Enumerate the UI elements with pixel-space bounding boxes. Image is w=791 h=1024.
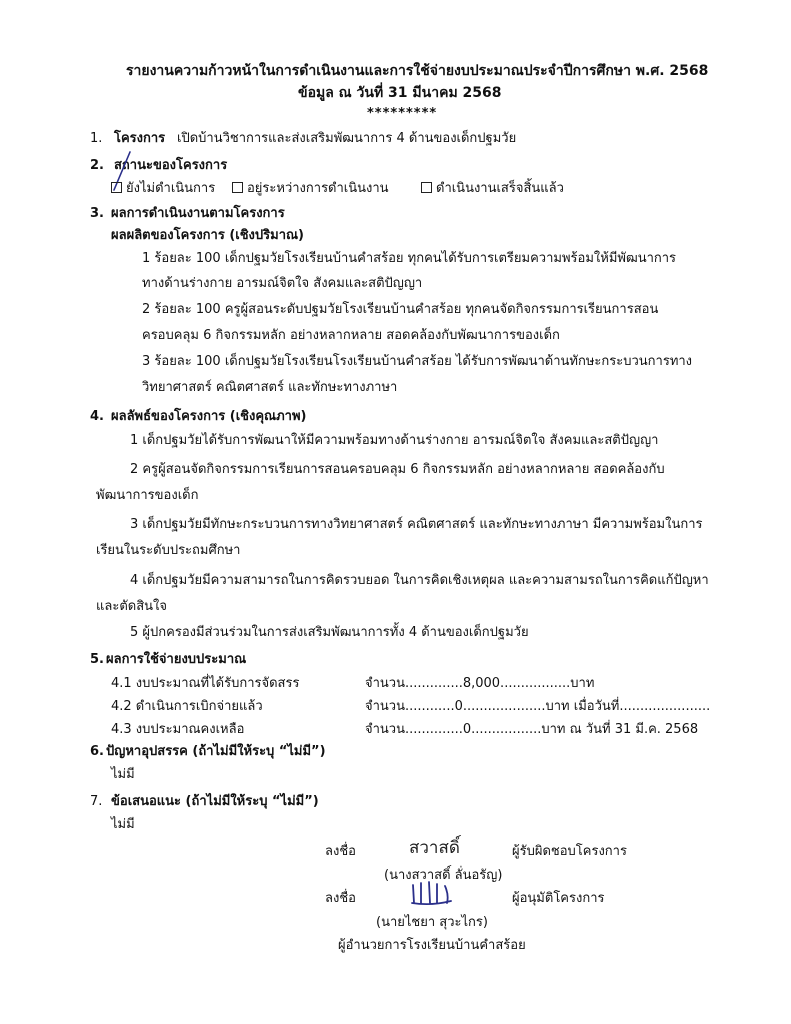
section-6-label: ปัญหาอุปสรรค (ถ้าไม่มีให้ระบุ “ไม่มี”) — [106, 744, 326, 759]
section-3-number: 3. — [90, 206, 104, 221]
outcome-item-2b: พัฒนาการของเด็ก — [96, 488, 199, 503]
signature-approver-graphic — [409, 879, 455, 909]
section-7-label: ข้อเสนอแนะ (ถ้าไม่มีให้ระบุ “ไม่มี”) — [111, 794, 319, 809]
status-option-label: ดำเนินงานเสร็จสิ้นแล้ว — [436, 181, 564, 196]
status-option-in-progress[interactable] — [232, 180, 389, 198]
outcome-item-2a: 2 ครูผู้สอนจัดกิจกรรมการเรียนการสอนครอบคลุม 6 กิจกรรมหลัก อย่างหลากหลาย สอดคล้องกับ — [130, 462, 665, 477]
status-option-label: ยังไม่ดำเนินการ — [126, 181, 216, 196]
status-option-label: อยู่ระหว่างการดำเนินงาน — [247, 181, 389, 196]
section-2-label: สถานะของโครงการ — [114, 158, 228, 173]
status-option-not-started[interactable] — [111, 180, 215, 198]
section-5-label: ผลการใช้จ่ายงบประมาณ — [106, 652, 247, 667]
checkbox-icon[interactable] — [111, 182, 122, 193]
budget-allocated-label: 4.1 งบประมาณที่ได้รับการจัดสรร — [111, 676, 300, 691]
outcome-item-1: 1 เด็กปฐมวัยได้รับการพัฒนาให้มีความพร้อมทางด้านร่างกาย อารมณ์จิตใจ สังคมและสติปัญญา — [130, 433, 659, 448]
section-3-label: ผลการดำเนินงานตามโครงการ — [111, 206, 285, 221]
checkbox-icon[interactable] — [232, 182, 243, 193]
output-item-2b: ครอบคลุม 6 กิจกรรมหลัก อย่างหลากหลาย สอดคล้องกับพัฒนาการของเด็ก — [142, 328, 560, 343]
role-approver: ผู้อนุมัติโครงการ — [512, 891, 605, 906]
output-item-2a: 2 ร้อยละ 100 ครูผู้สอนระดับปฐมวัยโรงเรียนบ้านคำสร้อย ทุกคนจัดกิจกรรมการเรียนการสอน — [142, 302, 659, 317]
section-3-subheading: ผลผลิตของโครงการ (เชิงปริมาณ) — [111, 228, 305, 243]
sign-label-1: ลงชื่อ — [325, 844, 356, 859]
position-approver: ผู้อำนวยการโรงเรียนบ้านคำสร้อย — [338, 938, 526, 953]
section-6-number: 6. — [90, 744, 104, 759]
name-approver: (นายไชยา สุวะไกร) — [376, 915, 488, 930]
output-item-1b: ทางด้านร่างกาย อารมณ์จิตใจ สังคมและสติปัญญา — [142, 276, 423, 291]
separator-stars: ********* — [367, 106, 438, 121]
report-date: ข้อมูล ณ วันที่ 31 มีนาคม 2568 — [298, 85, 502, 101]
outcome-item-3a: 3 เด็กปฐมวัยมีทักษะกระบวนการทางวิทยาศาสตร์ คณิตศาสตร์ และทักษะทางภาษา มีความพร้อมในการ — [130, 517, 703, 532]
budget-remaining-label: 4.3 งบประมาณคงเหลือ — [111, 722, 245, 737]
sign-label-2: ลงชื่อ — [325, 891, 356, 906]
output-item-1a: 1 ร้อยละ 100 เด็กปฐมวัยโรงเรียนบ้านคำสร้อย ทุกคนได้รับการเตรียมความพร้อมให้มีพัฒนาการ — [142, 251, 677, 266]
section-2-number: 2. — [90, 158, 104, 173]
outcome-item-5: 5 ผู้ปกครองมีส่วนร่วมในการส่งเสริมพัฒนาการทั้ง 4 ด้านของเด็กปฐมวัย — [130, 625, 529, 640]
section-4-number: 4. — [90, 409, 104, 424]
budget-spent-label: 4.2 ดำเนินการเบิกจ่ายแล้ว — [111, 699, 263, 714]
section-1-label: โครงการ — [114, 131, 166, 146]
output-item-3a: 3 ร้อยละ 100 เด็กปฐมวัยโรงเรียนโรงเรียนบ้านคำสร้อย ได้รับการพัฒนาด้านทักษะกระบวนการทาง — [142, 354, 693, 369]
outcome-item-4a: 4 เด็กปฐมวัยมีความสามารถในการคิดรวบยอด ในการคิดเชิงเหตุผล และความสามรถในการคิดแก้ปัญหา — [130, 573, 709, 588]
checkbox-icon[interactable] — [421, 182, 432, 193]
role-responsible: ผู้รับผิดชอบโครงการ — [512, 844, 627, 859]
section-7-number: 7. — [90, 794, 103, 809]
section-1-number: 1. — [90, 131, 103, 146]
section-7-answer: ไม่มี — [111, 817, 135, 832]
report-title: รายงานความก้าวหน้าในการดำเนินงานและการใช้จ่ายงบประมาณประจำปีการศึกษา พ.ศ. 2568 — [126, 63, 709, 79]
output-item-3b: วิทยาศาสตร์ คณิตศาสตร์ และทักษะทางภาษา — [142, 380, 398, 395]
budget-spent-value: จำนวน............0....................บาท เมื่อวันที่...................... — [365, 699, 711, 714]
section-6-answer: ไม่มี — [111, 767, 135, 782]
outcome-item-4b: และตัดสินใจ — [96, 599, 167, 614]
budget-allocated-value: จำนวน..............8,000.................บาท — [365, 676, 595, 691]
signature-responsible: สวาสดิ์ — [409, 838, 460, 858]
project-name: เปิดบ้านวิชาการและส่งเสริมพัฒนาการ 4 ด้านของเด็กปฐมวัย — [177, 131, 517, 146]
name-responsible: (นางสวาสดิ์ ลั่นอรัญ) — [384, 868, 503, 883]
outcome-item-3b: เรียนในระดับประถมศึกษา — [96, 543, 241, 558]
section-4-label: ผลลัพธ์ของโครงการ (เชิงคุณภาพ) — [111, 409, 307, 424]
section-5-number: 5. — [90, 652, 104, 667]
status-option-completed[interactable] — [421, 180, 564, 198]
budget-remaining-value: จำนวน..............0.................บาท ณ วันที่ 31 มี.ค. 2568 — [365, 722, 699, 737]
